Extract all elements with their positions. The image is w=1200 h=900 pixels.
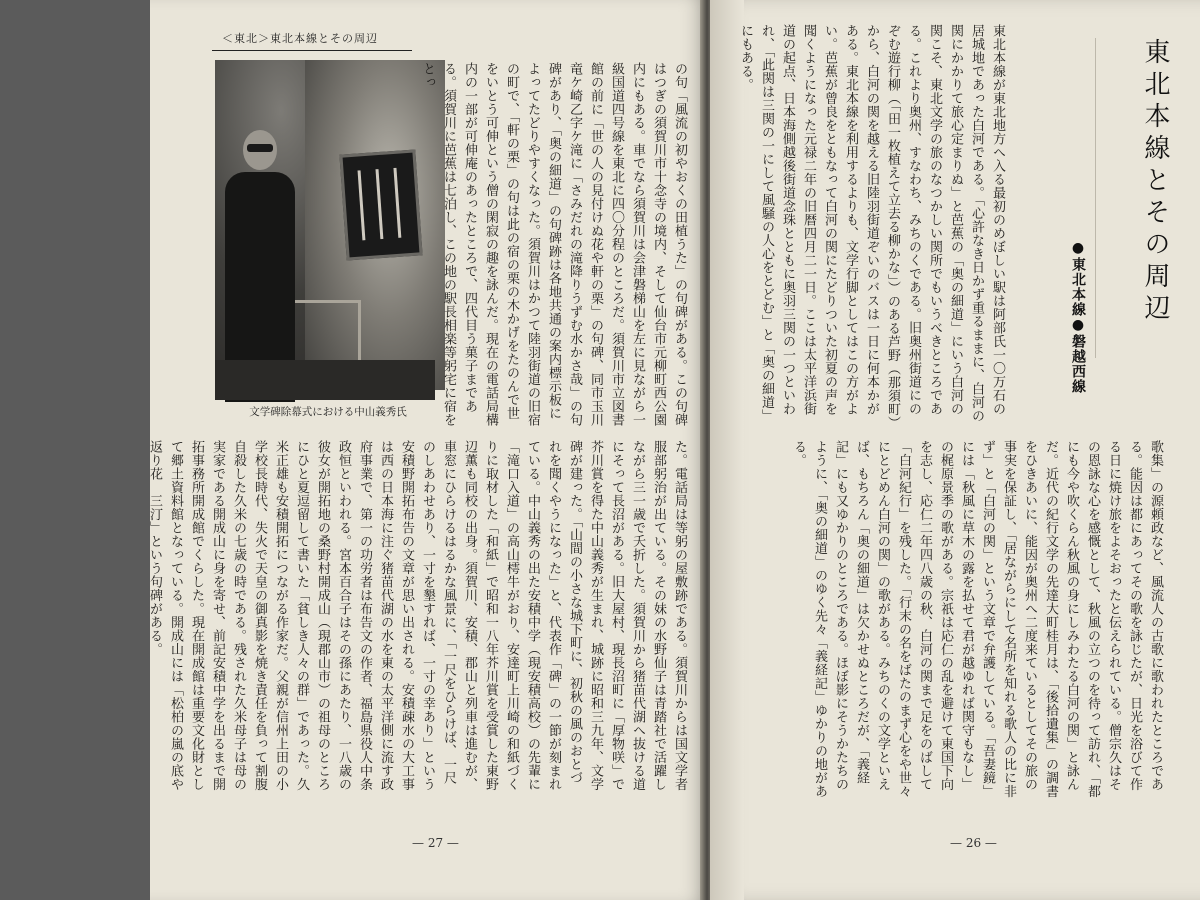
monument-plaque	[339, 149, 422, 260]
chapter-title: 東北本線とその周辺	[1095, 38, 1174, 358]
section-label: ●東北本線●磐越西線	[1070, 240, 1086, 394]
photo-nakayama-gishu	[215, 60, 435, 400]
page-number-27: — 27 —	[412, 836, 459, 850]
running-head: ＜東北＞東北本線とその周辺	[222, 32, 378, 45]
left-bottom-column: た。電話局は等躬の屋敷跡である。須賀川からは国文学者服部躬治が出ている。その妹の水野仙子は青踏社で活躍しながら三一歳で夭折した。須賀川から猪苗代湖へ抜ける道にそって長沼がある。旧大屋村、現長沼町に「厚物咲」で芥川賞を得た中山義秀が生まれ、城跡に昭和三九年、文学碑が建った。「山間の小さな城下町に、初秋の風のおとづれを聞くやうになった」と、代表作「碑」の一節が刻まれている。中山義秀の出た安積中学（現安積高校）の先輩に「滝口入道」の高山樗牛がおり、安達町上川崎の和紙づくりに取材した「和紙」で昭和一八年芥川賞を受賞した東野辺薫も同校の出身。須賀川、安積、郡山と列車は進むが、車窓にひらけるはるかな風景に、「一尺をひらけば、一尺のしあわせあり、一寸を墾すれば、一寸の幸あり」という安積野開拓布告の文章が思い出される。安積疎水の大工事は西の日本海に注ぐ猪苗代湖の水を東の太平洋側に流す政府事業で、第一の功労者は布告文の作者、福島県役人中条政恒といわれる。宮本百合子はその孫にあたり、一八歳の彼女が開拓地の桑野村開成山（現郡山市）の祖母のところにひと夏逗留して書いた「貧しき人々の群」であった。久米正雄も安積開拓につながる作家だ。父親が信州上田の小学校長時代、失火で天皇の御真影を焼き責任を負って割腹自殺した久米の七歳の時である。残された久米母子は母の実家である開成山に身を寄せ、前記安積中学を出るまで開拓事務所開成館でくらした。現在開成館は重要文化財として郷土資料館となっている。開成山には「松柏の嵐の底や返り花 三汀」という句碑がある。	[147, 440, 687, 791]
header-rule	[212, 50, 412, 51]
page-number-26: — 26 —	[950, 836, 997, 850]
right-top-column: 東北本線が東北地方へ入る最初のめぼしい駅は阿部氏一〇万石の居城地であった白河である。「心許なき日かず重るままに、白河の関にかかりて旅心定まりぬ」と芭蕉の「奥の細道」にいう白河の関こそ、東北文学の旅のなつかしい関所でもいうべきところである。これより奥州、すなわち、みちのくである。旧奥州街道にのぞむ遊行柳（「田一枚植えて立去る柳かな」）のある芦野（那須町）から、白河の関を越える旧陸羽街道ぞいのバスは一日に何本かがある。東北本線を利用するよりも、文学行脚としてはこの方がよい。芭蕉が曾良をともなって白河の関にたどりついた初夏の声を聞くようになった元禄二年の旧暦四月二一日。ここは太平洋浜街道の起点、日本海側越後街道念珠とともに奥羽三関の一つといわれ、「此関は三関の一にして風騒の人心をとどむ」と「奥の細道」にもある。	[738, 24, 1005, 423]
ground	[215, 360, 435, 400]
photo-caption: 文学碑除幕式における中山義秀氏	[249, 406, 407, 418]
left-page	[147, 0, 708, 900]
right-bottom-column: 歌集」の源頼政など、風流人の古歌に歌われたところである。能因は都にあってその歌を詠じたが、日光を浴びて作る日に焼け旅をよそおったと伝えられている。僧宗久はその恩詠な心を感慨として、秋風の立つのを待って訪れ、「都にも今や吹くらん秋風の身にしみわたる白河の関」と詠んだ。近代の紀行文学の先達大町桂月は、「後拾遺集」の調書をひきあいに、能因が奥州へ二度来ているとしてその旅の事実を保証し、「居ながらにして名所を知れる歌人の比に非ず」と「白河の関」という文章で弁護している。「吾妻鏡」には「秋風に草木の露を払せて君が越ゆれば関守もなし」の梶原景季の歌がある。宗祇は応仁の乱を避けて東国下向を志し、応仁二年四八歳の秋、白河の関まで足をのばして「白河紀行」を残した。「行末の名をばたのまず心をや世々にとどめん白河の関」の歌がある。みちのくの文学といえば、もちろん「奥の細道」は欠かせぬところだが、「義経記」にも又ゆかりのところである。ほぼ影にそうかたちのように、「奥の細道」のゆく先々「義経記」ゆかりの地がある。	[791, 440, 1163, 798]
left-top-column: の句「風流の初やおくの田植うた」の句碑がある。この句碑はつぎの須賀川市十念寺の境内、そして仙台市元柳町西公園内にもある。車でなら須賀川は会津磐梯山を左に見ながら一級国道四号線を東北に四〇分程のところだ。須賀川市立図書館の前に「世の人の見付けぬ花や軒の栗」の句碑、同市玉川竜ケ崎乙字ケ滝に「さみだれの滝降りうずむ水かさ哉」の句碑があり、「奥の細道」の句碑跡は各地共通の案内標示板によってたどりやすくなった。須賀川はかつて陸羽街道の旧宿の町で、「軒の栗」の句は此の宿の栗の木かげをたのんで世をいとう可伸という僧の閑寂の趣を詠んだ。現在の電話局構内の一部が可伸庵のあったところで、四代目う菓子まである。須賀川に芭蕉は七泊し、この地の駅長相楽等躬宅に宿をとっ	[420, 62, 687, 427]
right-page	[710, 0, 1200, 900]
